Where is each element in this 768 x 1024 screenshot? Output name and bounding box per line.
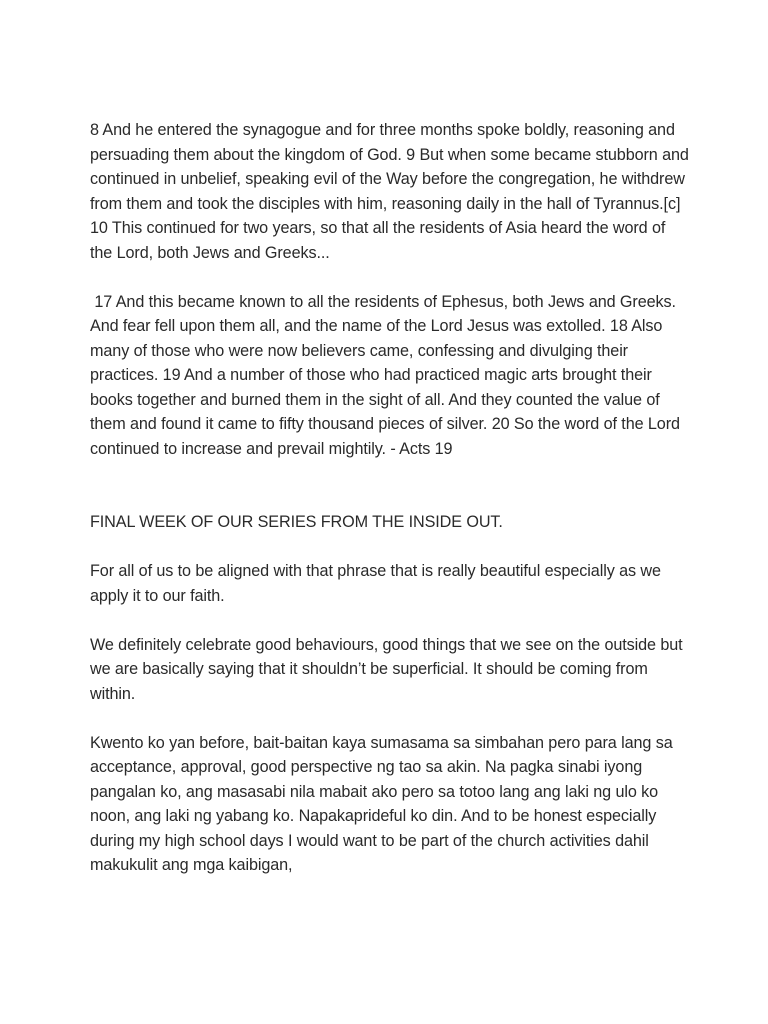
scripture-paragraph-acts-19-17: 17 And this became known to all the residents of Ephesus, both Jews and Greeks. And fear fell upon them all, and the name of the Lord Jesus was extolled. 18 Also many of those who were now believers came, confessing and divulging their practices. 19 And a number of those who had practiced magic arts brought their books together and burned them in the sight of all. And they counted the value of them and found it came to fifty thousand pieces of silver. 20 So the word of the Lord continued to increase and prevail mightily. - Acts 19 [90, 292, 685, 458]
document-body [90, 118, 694, 902]
body-paragraph-alignment: For all of us to be aligned with that phrase that is really beautiful especially as we apply it to our faith. [90, 562, 666, 605]
scripture-paragraph-acts-19-8: 8 And he entered the synagogue and for three months spoke boldly, reasoning and persuading them about the kingdom of God. 9 But when some became stubborn and continued in unbelief, speaking evil of the Way before the congregation, he withdrew from them and took the disciples with him, reasoning daily in the hall of Tyrannus.[c] 10 This continued for two years, so that all the residents of Asia heard the word of the Lord, both Jews and Greeks... [90, 121, 694, 262]
body-paragraph-behaviours: We definitely celebrate good behaviours, good things that we see on the outside but we are basically saying that it shouldn’t be superficial. It should be coming from within. [90, 635, 687, 703]
series-heading-paragraph: FINAL WEEK OF OUR SERIES FROM THE INSIDE OUT. [90, 513, 503, 531]
body-paragraph-kwento: Kwento ko yan before, bait-baitan kaya sumasama sa simbahan pero para lang sa acceptance, approval, good perspective ng tao sa akin. Na pagka sinabi iyong pangalan ko, ang masasabi nila mabait ako pero sa totoo lang ang laki ng ulo ko noon, ang laki ng yabang ko. Napakaprideful ko din. And to be honest especially during my high school days I would want to be part of the church activities dahil makukulit ang mga kaibigan, [90, 733, 677, 874]
